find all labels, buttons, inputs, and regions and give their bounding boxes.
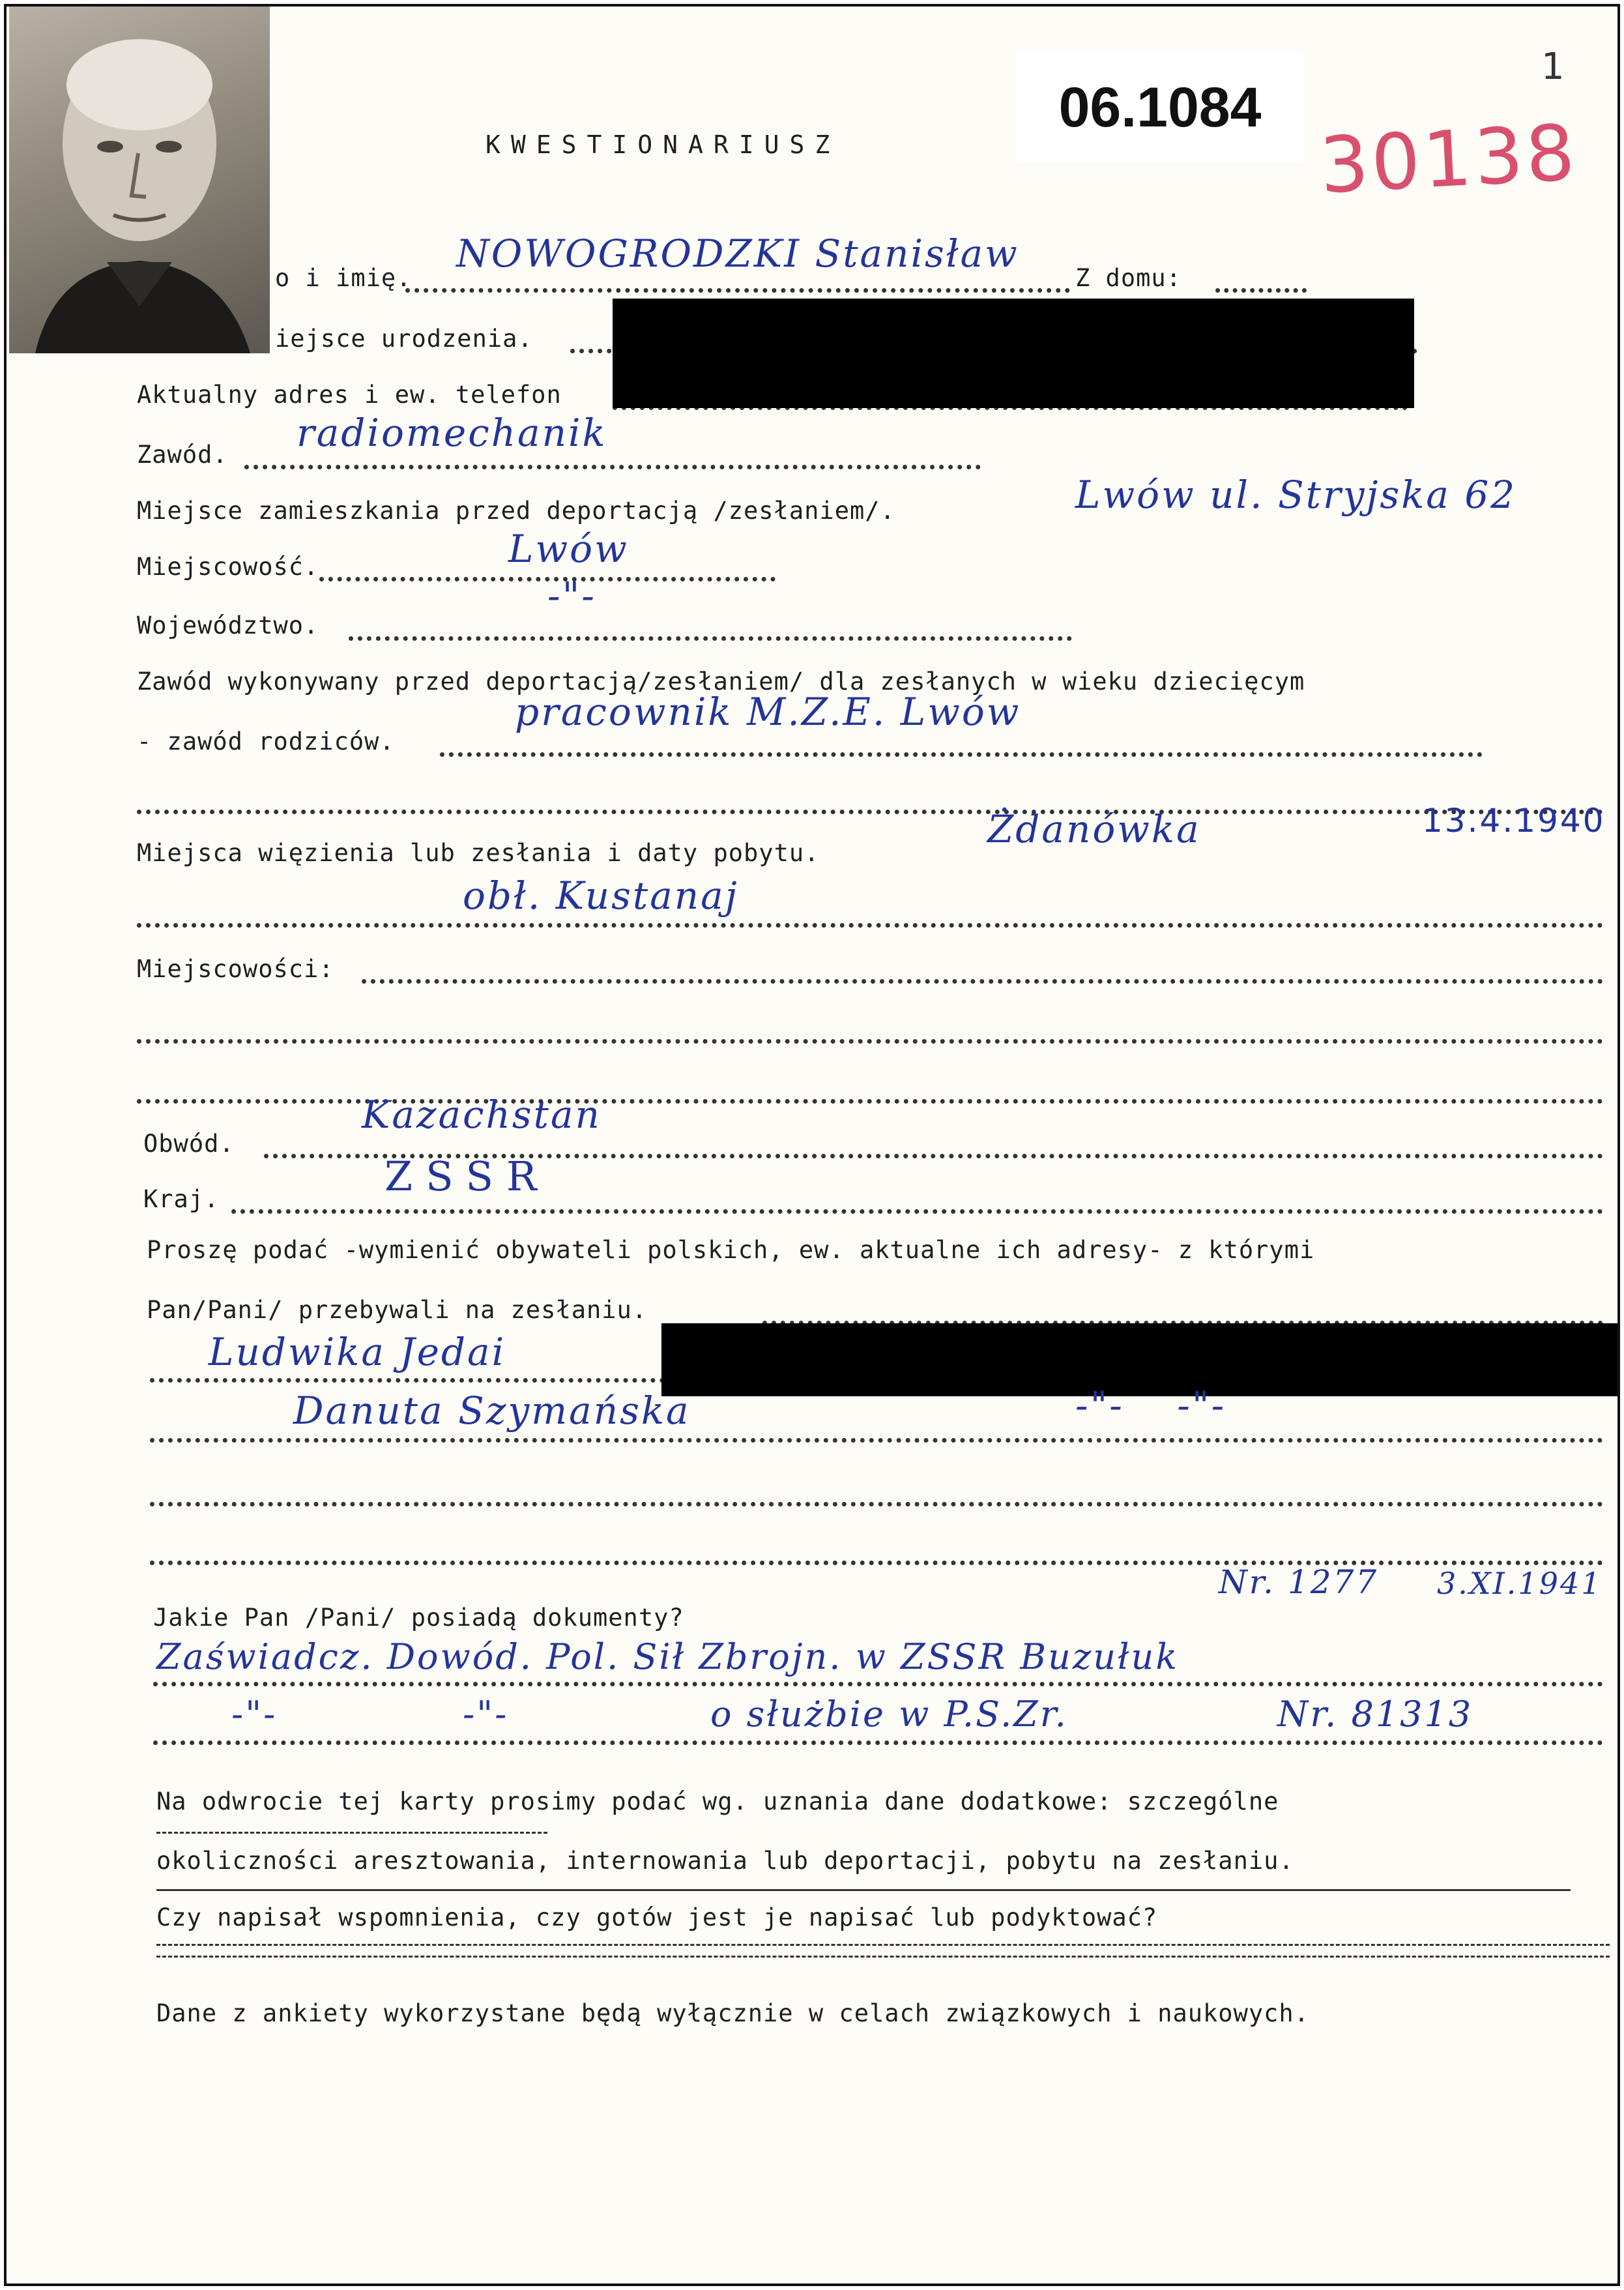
footer-note-line-1: Na odwrocie tej karty prosimy podać wg. uznania dane dodatkowe: szczególne [156, 1787, 1279, 1815]
country-answer: ZSSR [384, 1152, 550, 1200]
documents-line-1-answer: Zaświadcz. Dowód. Pol. Sił Zbrojn. w ZSSR Buzułuk [156, 1636, 1180, 1677]
documents-label: Jakie Pan /Pani/ posiadą dokumenty? [153, 1604, 684, 1632]
locality-answer: Lwów [508, 527, 629, 571]
country-label: Kraj. [143, 1185, 220, 1213]
footer-underline [156, 1944, 1610, 1946]
documents-line-2-number: Nr. 81313 [1277, 1694, 1473, 1735]
redaction-bar [613, 299, 1414, 408]
occupation-answer: radiomechanik [297, 411, 607, 455]
prison-dotline [137, 923, 1603, 928]
portrait-photo-image [9, 7, 270, 353]
documents-line-2-ditto-a: -"- [231, 1694, 278, 1735]
country-dotline [231, 1209, 1603, 1214]
occupation-label: Zawód. [137, 441, 228, 469]
documents-line-2-service: o służbie w P.S.Zr. [710, 1694, 1068, 1735]
footer-underline [156, 1889, 1571, 1891]
voivodeship-label: Województwo. [137, 611, 319, 639]
companion-1-answer: Ludwika Jedai [209, 1330, 506, 1374]
portrait-photo [9, 7, 270, 353]
name-answer: NOWOGRODZKI Stanisław [456, 231, 1019, 276]
parents-occupation-dotline [440, 752, 1483, 757]
parents-occupation-answer: pracownik M.Z.E. Lwów [515, 690, 1021, 734]
occupation-dotline [244, 465, 981, 469]
documents-dotline [153, 1682, 1603, 1686]
maiden-name-label: Z domu: [1075, 264, 1182, 292]
footer-note-line-2: okoliczności aresztowania, internowania lub deportacji, pobytu na zesłaniu. [156, 1847, 1294, 1875]
questionnaire-page [4, 4, 1620, 2286]
prison-region-answer: obł. Kustanaj [463, 873, 739, 918]
companions-label-line-1: Proszę podać -wymienić obywateli polskich, ew. aktualne ich adresy- z którymi [147, 1236, 1315, 1264]
name-dotline [405, 288, 1070, 293]
footer-note-line-4: Dane z ankiety wykorzystane będą wyłącznie w celach związkowych i naukowych. [156, 1999, 1309, 2027]
companion-2-ditto: -"- -"- [1075, 1383, 1226, 1428]
documents-dotline [153, 1740, 1603, 1745]
district-answer: Kazachstan [362, 1093, 602, 1137]
page-number: 1 [1541, 46, 1565, 88]
companions-label-line-2: Pan/Pani/ przebywali na zesłaniu. [147, 1296, 648, 1324]
prison-date-answer: 13.4.1940 [1422, 802, 1606, 840]
voivodeship-answer: -"- [547, 574, 596, 618]
occupation-before-label: Zawód wykonywany przed deportacją/zesłaniem/ dla zesłanych w wieku dziecięcym [137, 668, 1305, 696]
document-number: 06.1084 [1017, 52, 1303, 163]
page-title: KWESTIONARIUSZ [486, 130, 841, 159]
district-label: Obwód. [143, 1130, 235, 1158]
localities-dotline [362, 979, 1603, 984]
locality-label: Miejscowość. [137, 553, 319, 581]
localities-label: Miejscowości: [137, 955, 334, 983]
footer-underline [156, 1956, 1610, 1958]
blank-dotline [150, 1561, 1603, 1565]
residence-label: Miejsce zamieszkania przed deportacją /zesłaniem/. [137, 497, 895, 525]
blank-dotline [137, 1099, 1603, 1104]
name-label: o i imię. [275, 264, 412, 292]
birthplace-label: iejsce urodzenia. [275, 325, 533, 353]
footer-note-line-3: Czy napisał wspomnienia, czy gotów jest je napisać lub podyktować? [156, 1903, 1158, 1931]
blank-dotline [137, 1039, 1603, 1044]
documents-number-answer: Nr. 1277 [1219, 1563, 1379, 1601]
companion-2-dotline [150, 1438, 1603, 1443]
prison-place-answer: Żdanówka [987, 807, 1201, 851]
blank-dotline [137, 810, 1603, 814]
archive-stamp-number: 30138 [1317, 107, 1580, 211]
voivodeship-dotline [349, 636, 1072, 641]
maiden-name-dotline [1215, 288, 1307, 293]
blank-dotline [150, 1502, 1603, 1506]
address-label: Aktualny adres i ew. telefon [137, 381, 562, 409]
documents-date-answer: 3.XI.1941 [1437, 1566, 1602, 1601]
prison-label: Miejsca więzienia lub zesłania i daty pobytu. [137, 839, 820, 867]
companion-2-answer: Danuta Szymańska [293, 1388, 691, 1433]
parents-occupation-label: - zawód rodziców. [137, 727, 395, 756]
documents-line-2-ditto-b: -"- [463, 1694, 509, 1735]
residence-answer: Lwów ul. Stryjska 62 [1075, 473, 1517, 517]
footer-underline [156, 1832, 547, 1834]
